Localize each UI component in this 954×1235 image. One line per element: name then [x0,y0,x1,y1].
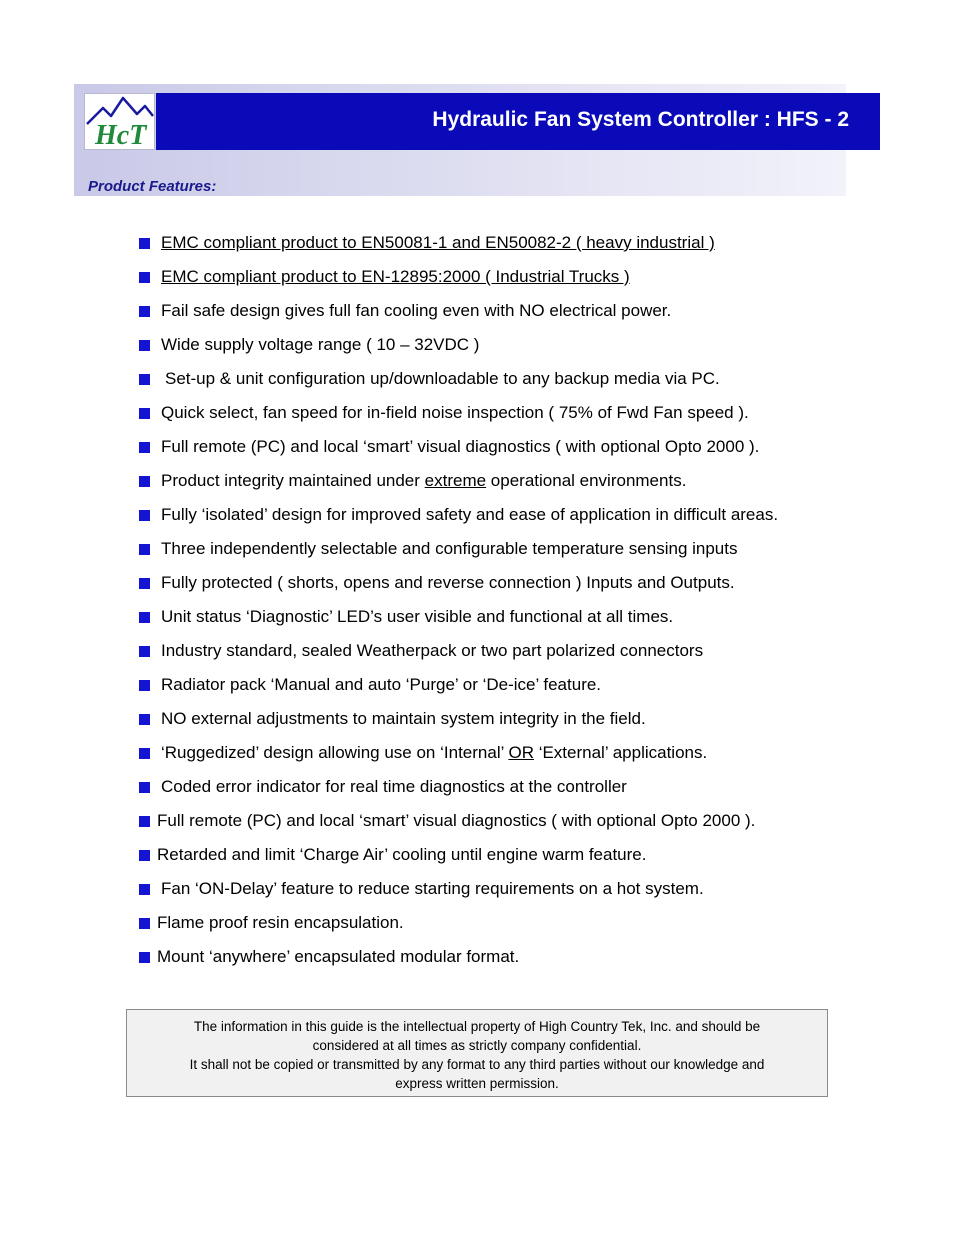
square-bullet-icon [139,612,150,623]
square-bullet-icon [139,884,150,895]
square-bullet-icon [139,782,150,793]
feature-text: NO external adjustments to maintain system integrity in the field. [161,709,646,728]
feature-list [139,226,859,974]
square-bullet-icon [139,442,150,453]
feature-text: Unit status ‘Diagnostic’ LED’s user visible and functional at all times. [161,607,674,626]
feature-text: Fully protected ( shorts, opens and reverse connection ) Inputs and Outputs. [161,573,735,592]
feature-item [139,702,859,736]
feature-item [139,838,859,872]
square-bullet-icon [139,850,150,861]
feature-text-emphasis: extreme [424,471,487,490]
square-bullet-icon [139,272,150,283]
feature-text: Fail safe design gives full fan cooling even with NO electrical power. [161,301,672,320]
feature-text: Mount ‘anywhere’ encapsulated modular format. [157,947,520,966]
square-bullet-icon [139,408,150,419]
feature-item [139,736,859,770]
feature-text-part: Product integrity maintained under [161,471,425,490]
square-bullet-icon [139,374,150,385]
feature-text: Three independently selectable and configurable temperature sensing inputs [161,539,738,558]
feature-text: Full remote (PC) and local ‘smart’ visual diagnostics ( with optional Opto 2000 ). [157,811,756,830]
feature-text: EMC compliant product to EN50081-1 and EN50082-2 ( heavy industrial ) [161,233,715,252]
feature-text: Radiator pack ‘Manual and auto ‘Purge’ or ‘De-ice’ feature. [161,675,602,694]
square-bullet-icon [139,748,150,759]
feature-item [139,668,859,702]
title-bar [156,93,880,150]
square-bullet-icon [139,238,150,249]
feature-text: Fan ‘ON-Delay’ feature to reduce starting requirements on a hot system. [161,879,704,898]
company-logo [84,93,155,150]
feature-item [139,430,859,464]
feature-text-part: ‘External’ applications. [533,743,708,762]
feature-item [139,770,859,804]
feature-item [139,498,859,532]
square-bullet-icon [139,646,150,657]
notice-line: considered at all times as strictly company confidential. [312,1038,642,1053]
feature-text: Set-up & unit configuration up/downloadable to any backup media via PC. [165,369,720,388]
feature-item [139,362,859,396]
square-bullet-icon [139,578,150,589]
square-bullet-icon [139,306,150,317]
notice-line: The information in this guide is the intellectual property of High Country Tek, Inc. and should be [193,1019,761,1034]
feature-text: Flame proof resin encapsulation. [157,913,404,932]
square-bullet-icon [139,816,150,827]
feature-item [139,804,859,838]
feature-text: EMC compliant product to EN-12895:2000 ( Industrial Trucks ) [161,267,630,286]
feature-item [139,872,859,906]
feature-text: Full remote (PC) and local ‘smart’ visual diagnostics ( with optional Opto 2000 ). [161,437,760,456]
logo-text: HcT [95,120,147,149]
feature-item [139,600,859,634]
feature-item [139,226,859,260]
square-bullet-icon [139,714,150,725]
feature-item [139,906,859,940]
square-bullet-icon [139,952,150,963]
square-bullet-icon [139,340,150,351]
feature-text-part: ‘Ruggedized’ design allowing use on ‘Internal’ [161,743,509,762]
feature-text: Industry standard, sealed Weatherpack or two part polarized connectors [161,641,704,660]
feature-item [139,396,859,430]
page-title: Hydraulic Fan System Controller : HFS - 2 [432,108,849,131]
square-bullet-icon [139,918,150,929]
section-label: Product Features: [88,178,217,195]
mountain-logo-icon [85,94,154,149]
feature-text: Fully ‘isolated’ design for improved safety and ease of application in difficult areas. [161,505,779,524]
feature-item [139,328,859,362]
square-bullet-icon [139,476,150,487]
feature-item [139,464,859,498]
feature-item [139,940,859,974]
feature-text [161,743,707,763]
square-bullet-icon [139,544,150,555]
square-bullet-icon [139,510,150,521]
feature-item [139,566,859,600]
feature-item [139,532,859,566]
feature-item [139,260,859,294]
feature-text-part: operational environments. [486,471,687,490]
confidentiality-notice [126,1009,828,1097]
notice-line: It shall not be copied or transmitted by any format to any third parties without our knowledge and [189,1057,765,1072]
feature-text: Retarded and limit ‘Charge Air’ cooling until engine warm feature. [157,845,647,864]
notice-line: express written permission. [395,1076,559,1091]
feature-text: Wide supply voltage range ( 10 – 32VDC ) [161,335,480,354]
feature-text-emphasis: OR [508,743,534,762]
feature-item [139,634,859,668]
square-bullet-icon [139,680,150,691]
feature-text: Coded error indicator for real time diagnostics at the controller [161,777,627,796]
feature-text [161,471,686,491]
feature-item [139,294,859,328]
feature-text: Quick select, fan speed for in-field noise inspection ( 75% of Fwd Fan speed ). [161,403,749,422]
